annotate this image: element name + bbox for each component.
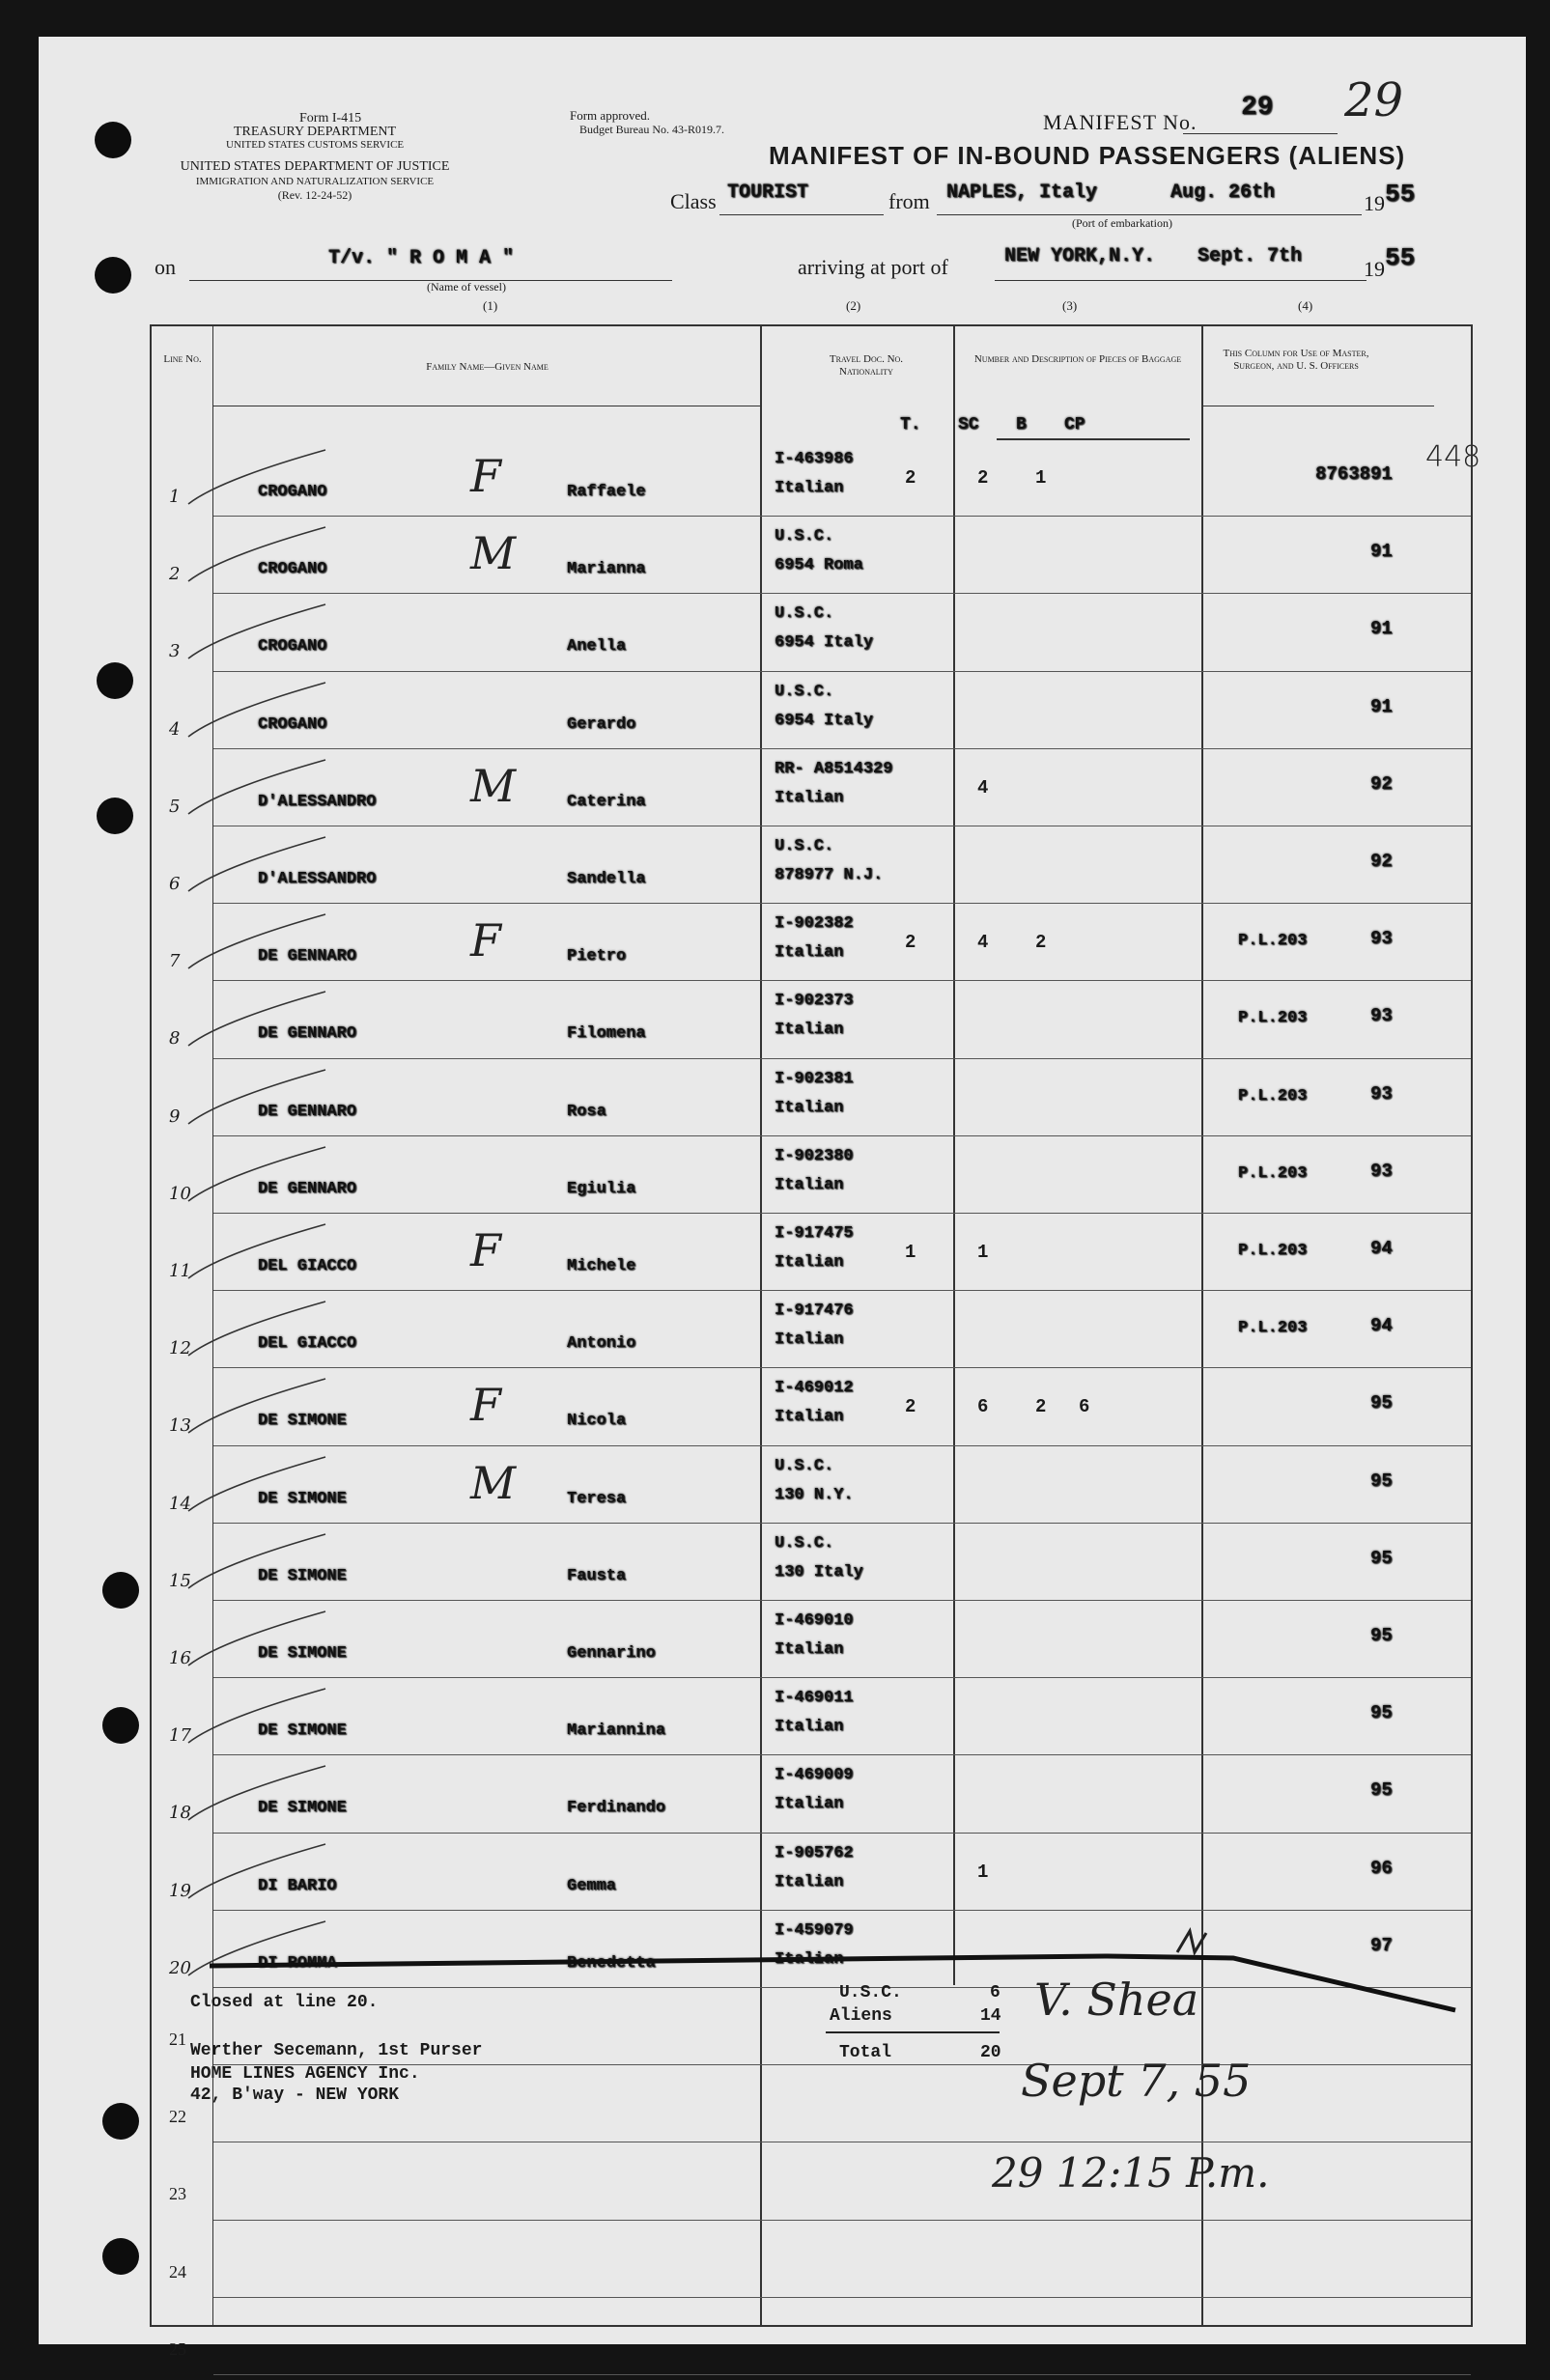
baggage-count: 2 [977,467,989,489]
form-number: Form I-415 [299,111,362,126]
given-name: Gerardo [567,714,636,734]
travel-doc-number: I-902382 [775,914,854,934]
agency-name: HOME LINES AGENCY Inc. [190,2064,420,2084]
aliens-count: 14 [980,2006,1001,2026]
family-name: DE SIMONE [258,1722,347,1741]
baggage-count: 6 [1079,1396,1090,1418]
port-embarkation-caption: (Port of embarkation) [1072,216,1172,230]
family-name: DI BARIO [258,1876,337,1895]
officer-column-value: 95 [1370,1547,1393,1569]
given-name: Ferdinando [567,1799,666,1818]
arrival-port: NEW YORK,N.Y. [1004,245,1156,267]
baggage-count: 2 [905,932,916,954]
given-name: Fausta [567,1566,627,1585]
manifest-sheet [39,37,1526,2359]
punch-hole [102,2103,139,2140]
line-number: 12 [169,1338,191,1359]
from-line [937,214,1362,215]
manifest-no-handwritten: 29 [1344,73,1404,127]
line-number: 17 [169,1725,191,1747]
manifest-no-line [1183,133,1338,134]
line-number: 8 [169,1028,181,1050]
nationality: Italian [775,1408,844,1427]
travel-doc-number: I-905762 [775,1843,854,1862]
family-name: DE SIMONE [258,1412,347,1431]
given-name: Filomena [567,1024,646,1044]
nationality: 130 N.Y. [775,1485,854,1504]
line-number: 4 [169,718,181,740]
line-number: 19 [169,1880,191,1901]
class-value: TOURIST [727,182,809,204]
nationality: Italian [775,479,844,497]
baggage-code-4: CP [1064,415,1085,434]
line-number: 7 [169,951,181,972]
inspection-time: 29 12:15 P.m. [992,2149,1270,2197]
public-law-note: P.L.203 [1238,1242,1308,1260]
given-name: Michele [567,1257,636,1275]
family-name: D'ALESSANDRO [258,792,377,811]
year-departure: 55 [1385,180,1416,209]
given-name: Rosa [567,1102,606,1121]
line-number: 24 [169,2261,186,2282]
line-number: 5 [169,796,181,817]
usc-label: U.S.C. [839,1983,902,2002]
header-baggage: Number and Description of Pieces of Baggage [973,353,1182,365]
header-travel-doc: Travel Doc. No. Nationality [829,353,904,378]
travel-doc-number: U.S.C. [775,1533,834,1553]
travel-doc-number: I-469010 [775,1611,854,1630]
column-number-3: (3) [1062,298,1078,313]
total-label: Total [839,2043,892,2062]
from-label: from [888,189,930,213]
class-line [719,214,884,215]
line-number: 10 [169,1183,191,1204]
punch-hole [97,662,133,699]
nationality: Italian [775,1253,844,1272]
baggage-code-2: SC [958,415,979,434]
travel-doc-number: I-902381 [775,1069,854,1088]
line-number: 13 [169,1415,191,1437]
dept-customs: UNITED STATES CUSTOMS SERVICE [226,139,405,151]
year-arrival: 55 [1385,243,1416,272]
given-name: Nicola [567,1412,627,1431]
line-number: 21 [169,2030,186,2049]
arrival-date: Sept. 7th [1198,245,1303,267]
year-prefix: 19 [1364,191,1385,215]
given-name: Gennarino [567,1644,656,1663]
dept-treasury: TREASURY DEPARTMENT [233,125,397,139]
travel-doc-number: U.S.C. [775,604,834,624]
from-date: Aug. 26th [1170,182,1276,204]
nationality: 130 Italy [775,1562,863,1582]
side-note: 448 [1425,440,1481,474]
travel-doc-number: RR- A8514329 [775,759,893,778]
gender-mark: M [470,759,517,812]
travel-doc-number: U.S.C. [775,837,834,855]
baggage-count: 4 [977,776,989,798]
form-approved: Form approved. [570,108,651,123]
form-revision: (Rev. 12-24-52) [277,188,352,202]
family-name: DE GENNARO [258,1179,357,1198]
baggage-count: 1 [905,1242,916,1263]
nationality: Italian [775,1949,844,1969]
given-name: Caterina [567,792,646,811]
officer-column-value: 97 [1370,1934,1393,1956]
officer-column-value: 95 [1370,1470,1393,1492]
line-number: 15 [169,1570,191,1591]
agency-address: 42, B'way - NEW YORK [190,2086,400,2105]
family-name: CROGANO [258,637,327,657]
family-name: DE GENNARO [258,947,357,966]
family-name: DEL GIACCO [258,1334,357,1354]
travel-doc-number: I-917475 [775,1224,854,1243]
baggage-count: 2 [905,467,916,489]
family-name: DE GENNARO [258,1024,357,1044]
class-label: Class [670,189,717,213]
line-number: 2 [169,564,181,585]
family-name: DE SIMONE [258,1799,347,1818]
inspector-signature: V. Shea [1034,1974,1199,2026]
nationality: Italian [775,1872,844,1891]
punch-hole [95,122,131,158]
nationality: Italian [775,788,844,807]
given-name: Raffaele [567,483,646,501]
nationality: 6954 Roma [775,556,863,575]
baggage-count: 1 [977,1242,989,1263]
line-number: 18 [169,1803,191,1824]
officer-column-value: 91 [1370,695,1393,717]
officer-column-value: 93 [1370,928,1393,950]
family-name: DE SIMONE [258,1489,347,1508]
nationality: 878977 N.J. [775,866,884,884]
year-prefix-2: 19 [1364,257,1385,281]
officer-column-value: 8763891 [1315,463,1393,485]
gender-mark: M [470,1456,517,1509]
punch-hole [102,1707,139,1744]
officer-column-value: 91 [1370,541,1393,563]
nationality: Italian [775,943,844,963]
officer-column-value: 93 [1370,1160,1393,1182]
inspection-date: Sept 7, 55 [1021,2055,1252,2107]
header-line-no: Line No. [163,353,202,365]
line-number: 23 [169,2184,186,2204]
column-number-4: (4) [1298,298,1313,313]
family-name: DEL GIACCO [258,1257,357,1275]
family-name: CROGANO [258,714,327,734]
officer-column-value: 96 [1370,1857,1393,1879]
given-name: Benedetta [567,1953,656,1973]
baggage-count: 2 [1035,932,1047,954]
manifest-no-value: 29 [1241,93,1274,123]
arrival-line [995,280,1367,281]
family-name: D'ALESSANDRO [258,870,377,888]
closing-line [152,326,1471,2325]
row-rule [213,2374,1471,2375]
baggage-count: 1 [1035,467,1047,489]
officer-column-value: 92 [1370,851,1393,872]
travel-doc-number: I-469011 [775,1689,854,1708]
line-number: 11 [169,1261,191,1281]
nationality: Italian [775,1795,844,1814]
baggage-count: 4 [977,932,989,954]
family-name: DE SIMONE [258,1644,347,1663]
travel-doc-number: U.S.C. [775,682,834,701]
line-number: 22 [169,2107,186,2127]
travel-doc-number: I-463986 [775,450,854,468]
officer-column-value: 95 [1370,1392,1393,1414]
family-name: CROGANO [258,483,327,501]
vessel-caption: (Name of vessel) [427,280,506,294]
baggage-count: 2 [1035,1396,1047,1418]
baggage-count: 1 [977,1861,989,1883]
travel-doc-number: I-902373 [775,992,854,1011]
column-number-1: (1) [483,298,498,313]
punch-hole [102,1572,139,1609]
closed-at-line: Closed at line 20. [190,1993,379,2012]
travel-doc-number: I-902380 [775,1146,854,1165]
nationality: Italian [775,1640,844,1659]
given-name: Teresa [567,1489,627,1508]
line-number: 25 [169,2338,186,2359]
travel-doc-number: I-459079 [775,1920,854,1940]
nationality: Italian [775,1098,844,1117]
given-name: Mariannina [567,1722,666,1741]
given-name: Pietro [567,947,627,966]
family-name: DE GENNARO [258,1102,357,1121]
nationality: 6954 Italy [775,633,874,653]
nationality: Italian [775,1330,844,1350]
officer-column-value: 93 [1370,1082,1393,1105]
column-number-2: (2) [846,298,861,313]
baggage-count: 6 [977,1396,989,1418]
line-number: 6 [169,874,181,894]
officer-column-value: 93 [1370,1005,1393,1027]
vessel-name: T/v. " R O M A " [328,247,515,269]
officer-column-value: 95 [1370,1702,1393,1724]
passenger-table [150,324,1473,2359]
given-name: Anella [567,637,627,657]
given-name: Egiulia [567,1179,636,1198]
baggage-count: 2 [905,1396,916,1418]
nationality: 6954 Italy [775,711,874,730]
gender-mark: F [470,1224,501,1276]
line-number: 16 [169,1648,191,1668]
public-law-note: P.L.203 [1238,1319,1308,1338]
gender-mark: F [470,450,501,502]
nationality: Italian [775,1021,844,1040]
line-number: 3 [169,641,181,662]
line-number: 9 [169,1106,181,1127]
punch-hole [97,798,133,834]
from-port: NAPLES, Italy [946,182,1098,204]
dept-justice: UNITED STATES DEPARTMENT OF JUSTICE [180,159,450,174]
given-name: Antonio [567,1334,636,1354]
officer-column-value: 95 [1370,1625,1393,1646]
nationality: Italian [775,1175,844,1194]
gender-mark: M [470,527,517,580]
family-name: DE SIMONE [258,1566,347,1585]
travel-doc-number: I-469009 [775,1766,854,1785]
aliens-label: Aliens [830,2006,892,2026]
officer-column-value: 95 [1370,1779,1393,1802]
usc-count: 6 [990,1983,1000,2002]
line-number: 14 [169,1493,191,1514]
baggage-code-3: B [1016,415,1027,434]
travel-doc-number: I-917476 [775,1302,854,1321]
officer-column-value: 91 [1370,618,1393,640]
given-name: Sandella [567,870,646,888]
public-law-note: P.L.203 [1238,932,1308,951]
page-title: MANIFEST OF IN-BOUND PASSENGERS (ALIENS) [769,141,1406,170]
total-count: 20 [980,2043,1001,2062]
budget-bureau: Budget Bureau No. 43-R019.7. [579,123,724,136]
gender-mark: F [470,914,501,967]
gender-mark: F [470,1379,501,1432]
officer-column-value: 94 [1370,1238,1393,1259]
family-name: DI ROMMA [258,1953,337,1973]
dept-ins: IMMIGRATION AND NATURALIZATION SERVICE [195,176,435,187]
nationality: Italian [775,1718,844,1737]
punch-hole [95,257,131,294]
punch-hole [102,2238,139,2275]
family-name: CROGANO [258,560,327,579]
line-number: 20 [169,1957,191,1978]
given-name: Gemma [567,1876,617,1895]
officer-column-value: 94 [1370,1315,1393,1337]
public-law-note: P.L.203 [1238,1163,1308,1183]
travel-doc-number: I-469012 [775,1379,854,1398]
travel-doc-number: U.S.C. [775,527,834,546]
arriving-label: arriving at port of [798,255,948,279]
public-law-note: P.L.203 [1238,1009,1308,1028]
public-law-note: P.L.203 [1238,1086,1308,1106]
purser-name: Werther Secemann, 1st Purser [190,2041,483,2060]
travel-doc-number: U.S.C. [775,1456,834,1475]
given-name: Marianna [567,560,646,579]
manifest-no-label: MANIFEST No. [1043,110,1198,134]
on-label: on [155,255,176,279]
officer-column-value: 92 [1370,772,1393,795]
baggage-code-1: T. [900,415,921,434]
header-name: Family Name—Given Name [426,361,549,373]
header-officers: This Column for Use of Master, Surgeon, and U. S. Officers [1223,348,1369,372]
line-number: 1 [169,487,181,507]
